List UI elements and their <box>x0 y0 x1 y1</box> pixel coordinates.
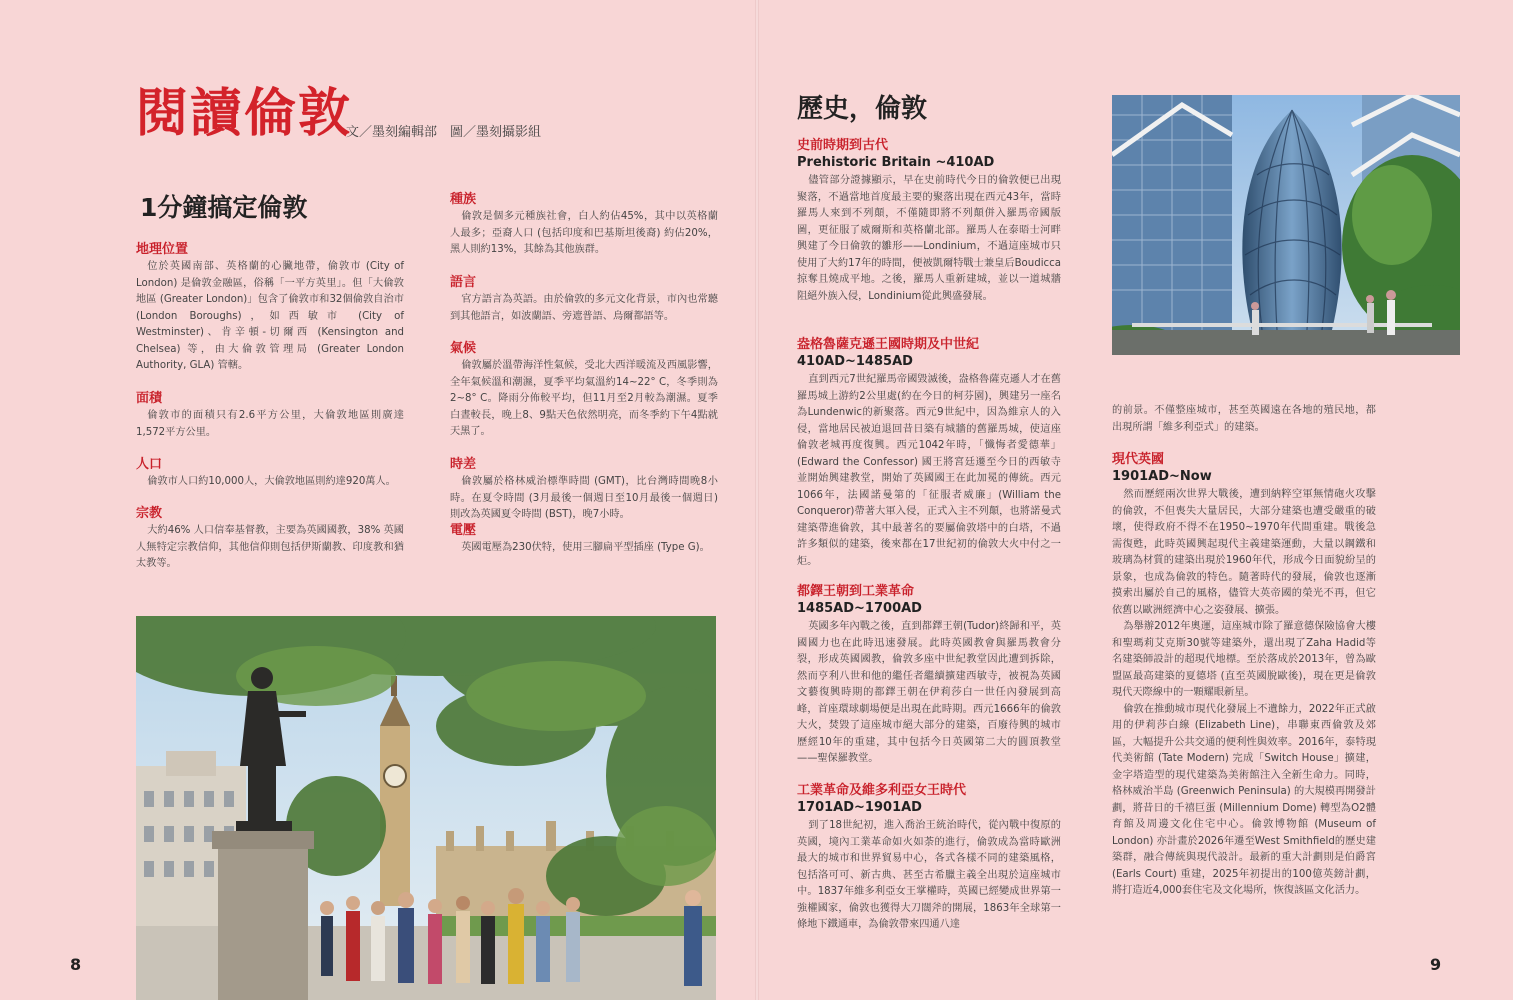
era-dates: Prehistoric Britain ~410AD <box>797 155 995 170</box>
era-label: 盎格魯薩克遜王國時期及中世紀 <box>797 337 980 352</box>
history-heading: 歷史，倫敦 <box>797 94 928 124</box>
section-label: 時差 <box>450 457 477 472</box>
section-label: 宗教 <box>136 506 163 521</box>
credit-line: 文／墨刻編輯部 圖／墨刻攝影組 <box>346 125 542 140</box>
parliament-square-illustration <box>136 616 716 1000</box>
section-text: 官方語言為英語。由於倫敦的多元文化背景，市內也常聽到其他語言，如波蘭語、旁遮普語、烏爾都語等。 <box>450 294 718 322</box>
photo-gherkin <box>1112 95 1460 355</box>
section-text: 倫敦是個多元種族社會，白人約佔45%，其中以英格蘭人最多；亞裔人口 (包括印度和巴基斯坦後裔) 約佔20%，黑人則約13%，其餘為其他族群。 <box>450 211 718 255</box>
section-ethnicity <box>450 188 718 259</box>
section-language <box>450 271 718 325</box>
era-dates: 1901AD~Now <box>1112 469 1212 484</box>
gherkin-illustration <box>1112 95 1460 355</box>
section-location <box>136 238 404 375</box>
page-gutter <box>755 0 759 1000</box>
section-voltage <box>450 519 718 557</box>
era-dates: 1485AD~1700AD <box>797 601 922 616</box>
section-text: 倫敦屬於溫帶海洋性氣候，受北大西洋暖流及西風影響，全年氣候溫和潮濕，夏季平均氣溫約14~22° C，冬季則為2~8° C。降雨分佈較平均，但11月至2月較為潮濕。夏季白晝較長，晚上8、9點天色依然明亮，而冬季約下午4點就天黑了。 <box>450 360 718 437</box>
section-population <box>136 453 404 491</box>
section-timezone <box>450 453 718 524</box>
section-text: 位於英國南部、英格蘭的心臟地帶，倫敦市 (City of London) 是倫敦金融區，俗稱「一平方英里」。但「大倫敦地區 (Greater London)」包含了倫敦市和32個倫敦自治市 (London Boroughs)，如西敏市 (City of Westminster)、肯辛頓-切爾西 (Kensington and Chelsea) 等，由大倫敦管理局 (Greater London Authority, GLA) 管轄。 <box>136 261 404 371</box>
section-label: 種族 <box>450 192 477 207</box>
section-label: 電壓 <box>450 523 477 538</box>
era-victorian-continued <box>1112 403 1376 436</box>
era-label: 史前時期到古代 <box>797 138 889 153</box>
era-anglo-saxon <box>797 337 1061 570</box>
section-text: 倫敦市人口約10,000人，大倫敦地區則約達920萬人。 <box>147 476 396 487</box>
section-area <box>136 387 404 441</box>
section-label: 人口 <box>136 457 163 472</box>
era-text: 儘管部分證據顯示，早在史前時代今日的倫敦便已出現聚落，不過當地首度最主要的聚落出現在西元43年，當時羅馬人來到不列顛，不僅隨即將不列顛併入羅馬帝國版圖，更征服了威爾斯和英格蘭北部。羅馬人在泰晤士河畔興建了今日倫敦的雛形——Londinium，不過這座城市只使用了大約17年的時間，便被凱爾特戰士兼皇后Boudicca掠奪且燒成平地。之後，羅馬人重新建城，並以一道城牆阻絕外族入侵，Londinium從此興盛發展。 <box>797 175 1061 302</box>
section-label: 地理位置 <box>136 242 189 257</box>
era-prehistoric <box>797 138 1061 305</box>
photo-parliament-square <box>136 616 716 1000</box>
era-label: 工業革命及維多利亞女王時代 <box>797 783 967 798</box>
era-text: 英國多年內戰之後，直到都鐸王朝(Tudor)終歸和平，英國國力也在此時迅速發展。此時英國教會與羅馬教會分裂，形成英國國教，倫敦多座中世紀教堂因此遭到拆除，然而亨利八世和他的繼任者繼續擴建西敏寺，被視為英國文藝復興時期的都鐸王朝在伊莉莎白一世任內發展到高峰，首座環球劇場便是出現在此時期。西元1666年的倫敦大火，焚毀了這座城市絕大部分的建築，百廢待興的城市歷經10年的重建，其中包括今日英國第二大的圓頂教堂——聖保羅教堂。 <box>797 621 1061 764</box>
era-text-continued: 的前景。不僅整座城市，甚至英國遠在各地的殖民地，都出現所謂「維多利亞式」的建築。 <box>1112 405 1376 433</box>
era-dates: 1701AD~1901AD <box>797 800 922 815</box>
era-label: 都鐸王朝到工業革命 <box>797 584 915 599</box>
section-text: 英國電壓為230伏特，使用三腳扁平型插座 (Type G)。 <box>461 542 710 553</box>
section-label: 氣候 <box>450 341 477 356</box>
era-victorian <box>797 783 1061 934</box>
section-religion <box>136 502 404 573</box>
section-text: 倫敦市的面積只有2.6平方公里，大倫敦地區則廣達1,572平方公里。 <box>136 410 404 438</box>
era-text-para-3: 倫敦在推動城市現代化發展上不遺餘力，2022年正式啟用的伊莉莎白線 (Elizabeth Line)，串聯東西倫敦及郊區，大幅提升公共交通的便利性與效率。2016年，泰特現代美術館 (Tate Modern) 完成「Switch House」擴建，金字塔造型的現代建築為美術館注入全新生命力。同時，格林威治半島 (Greenwich Peninsula) 的大規模再開發計劃，將昔日的千禧巨蛋 (Millennium Dome) 轉型為O2體育館及周邊文化住宅中心。倫敦博物館 (Museum of London) 亦計畫於2026年遷至West Smithfield的歷史建築群，融合傳統與現代設計。最新的重大計劃則是伯爵宮 (Earls Court) 重建，2025年初提出的100億英鎊計劃，將打造近4,000套住宅及文化場所，恢復該區文化活力。 <box>1112 703 1376 896</box>
era-dates: 410AD~1485AD <box>797 354 913 369</box>
section-label: 語言 <box>450 275 477 290</box>
era-tudor <box>797 584 1061 768</box>
section-text: 大約46% 人口信奉基督教，主要為英國國教，38% 英國人無特定宗教信仰，其他信仰則包括伊斯蘭教、印度教和猶太教等。 <box>136 525 404 569</box>
page-title: 閱讀倫敦 <box>136 84 353 144</box>
era-text-para-2: 為舉辦2012年奧運，這座城市除了羅意德保險協會大樓和聖瑪莉艾克斯30號等建築外，還出現了Zaha Hadid等名建築師設計的超現代地標。至於落成於2013年，曾為歐盟區最高建築的夏德塔 (直至英國脫歐後)，現在更是倫敦現代天際線中的一顆耀眼新星。 <box>1112 621 1376 698</box>
section-text: 倫敦屬於格林威治標準時間 (GMT)，比台灣時間晚8小時。在夏令時間 (3月最後一個週日至10月最後一個週日) 則改為英國夏令時間 (BST)，晚7小時。 <box>450 476 718 520</box>
page-number-left: 8 <box>70 955 82 974</box>
era-label: 現代英國 <box>1112 452 1165 467</box>
era-text: 直到西元7世紀羅馬帝國毀滅後，盎格魯薩克遜人才在舊羅馬城上游約2公里處(約在今日的柯芬園)，興建另一座名為Lundenwic的新聚落。西元9世紀中，因為維京人的入侵，當地居民被迫退回昔日築有城牆的舊羅馬城，使這座倫敦老城再度復興。西元1042年時，「懺悔者愛德華」(Edward the Confessor) 國王將宮廷遷至今日的西敏寺並開始興建教堂，開始了英國國王在此加冕的傳統。西元1066年，法國諾曼第的「征服者威廉」(William the Conqueror)帶著大軍入侵，正式入主不列顛，也將諾曼式建築帶進倫敦，其中最著名的要屬倫敦塔中的白塔，不過許多類似的建築，後來都在17世紀初的倫敦大火中付之一炬。 <box>797 374 1061 567</box>
section-heading-one-minute: 1分鐘搞定倫敦 <box>140 193 308 222</box>
page-number-right: 9 <box>1430 955 1442 974</box>
era-text: 到了18世紀初，進入喬治王統治時代，從內戰中復原的英國，境內工業革命如火如荼的進行，倫敦成為當時歐洲最大的城市和世界貿易中心，各式各樣不同的建築風格，包括洛可可、新古典、甚至古希臘主義全出現於這座城市中。1837年維多利亞女王掌權時，英國已經變成世界第一強權國家，倫敦也獲得大刀闊斧的開展，1863年全球第一條地下鐵通車，為倫敦帶來四通八達 <box>797 820 1061 930</box>
era-modern <box>1112 452 1376 900</box>
section-label: 面積 <box>136 391 163 406</box>
section-climate <box>450 337 718 441</box>
era-text-para-1: 然而歷經兩次世界大戰後，遭到納粹空軍無情砲火攻擊的倫敦，不但喪失大量居民，大部分建築也遭受嚴重的破壞，使得政府不得不在1950~1970年代間重建。戰後急需復甦，此時英國興起現代主義建築運動，大量以鋼鐵和玻璃為材質的建築出現於1960年代，形成今日面貌紛呈的景象，也成為倫敦的特色。隨著時代的發展，倫敦也逐漸摸索出屬於自己的風格，儘管大英帝國的榮光不再，但它依舊以歐洲經濟中心之姿發展、擴張。 <box>1112 489 1376 616</box>
